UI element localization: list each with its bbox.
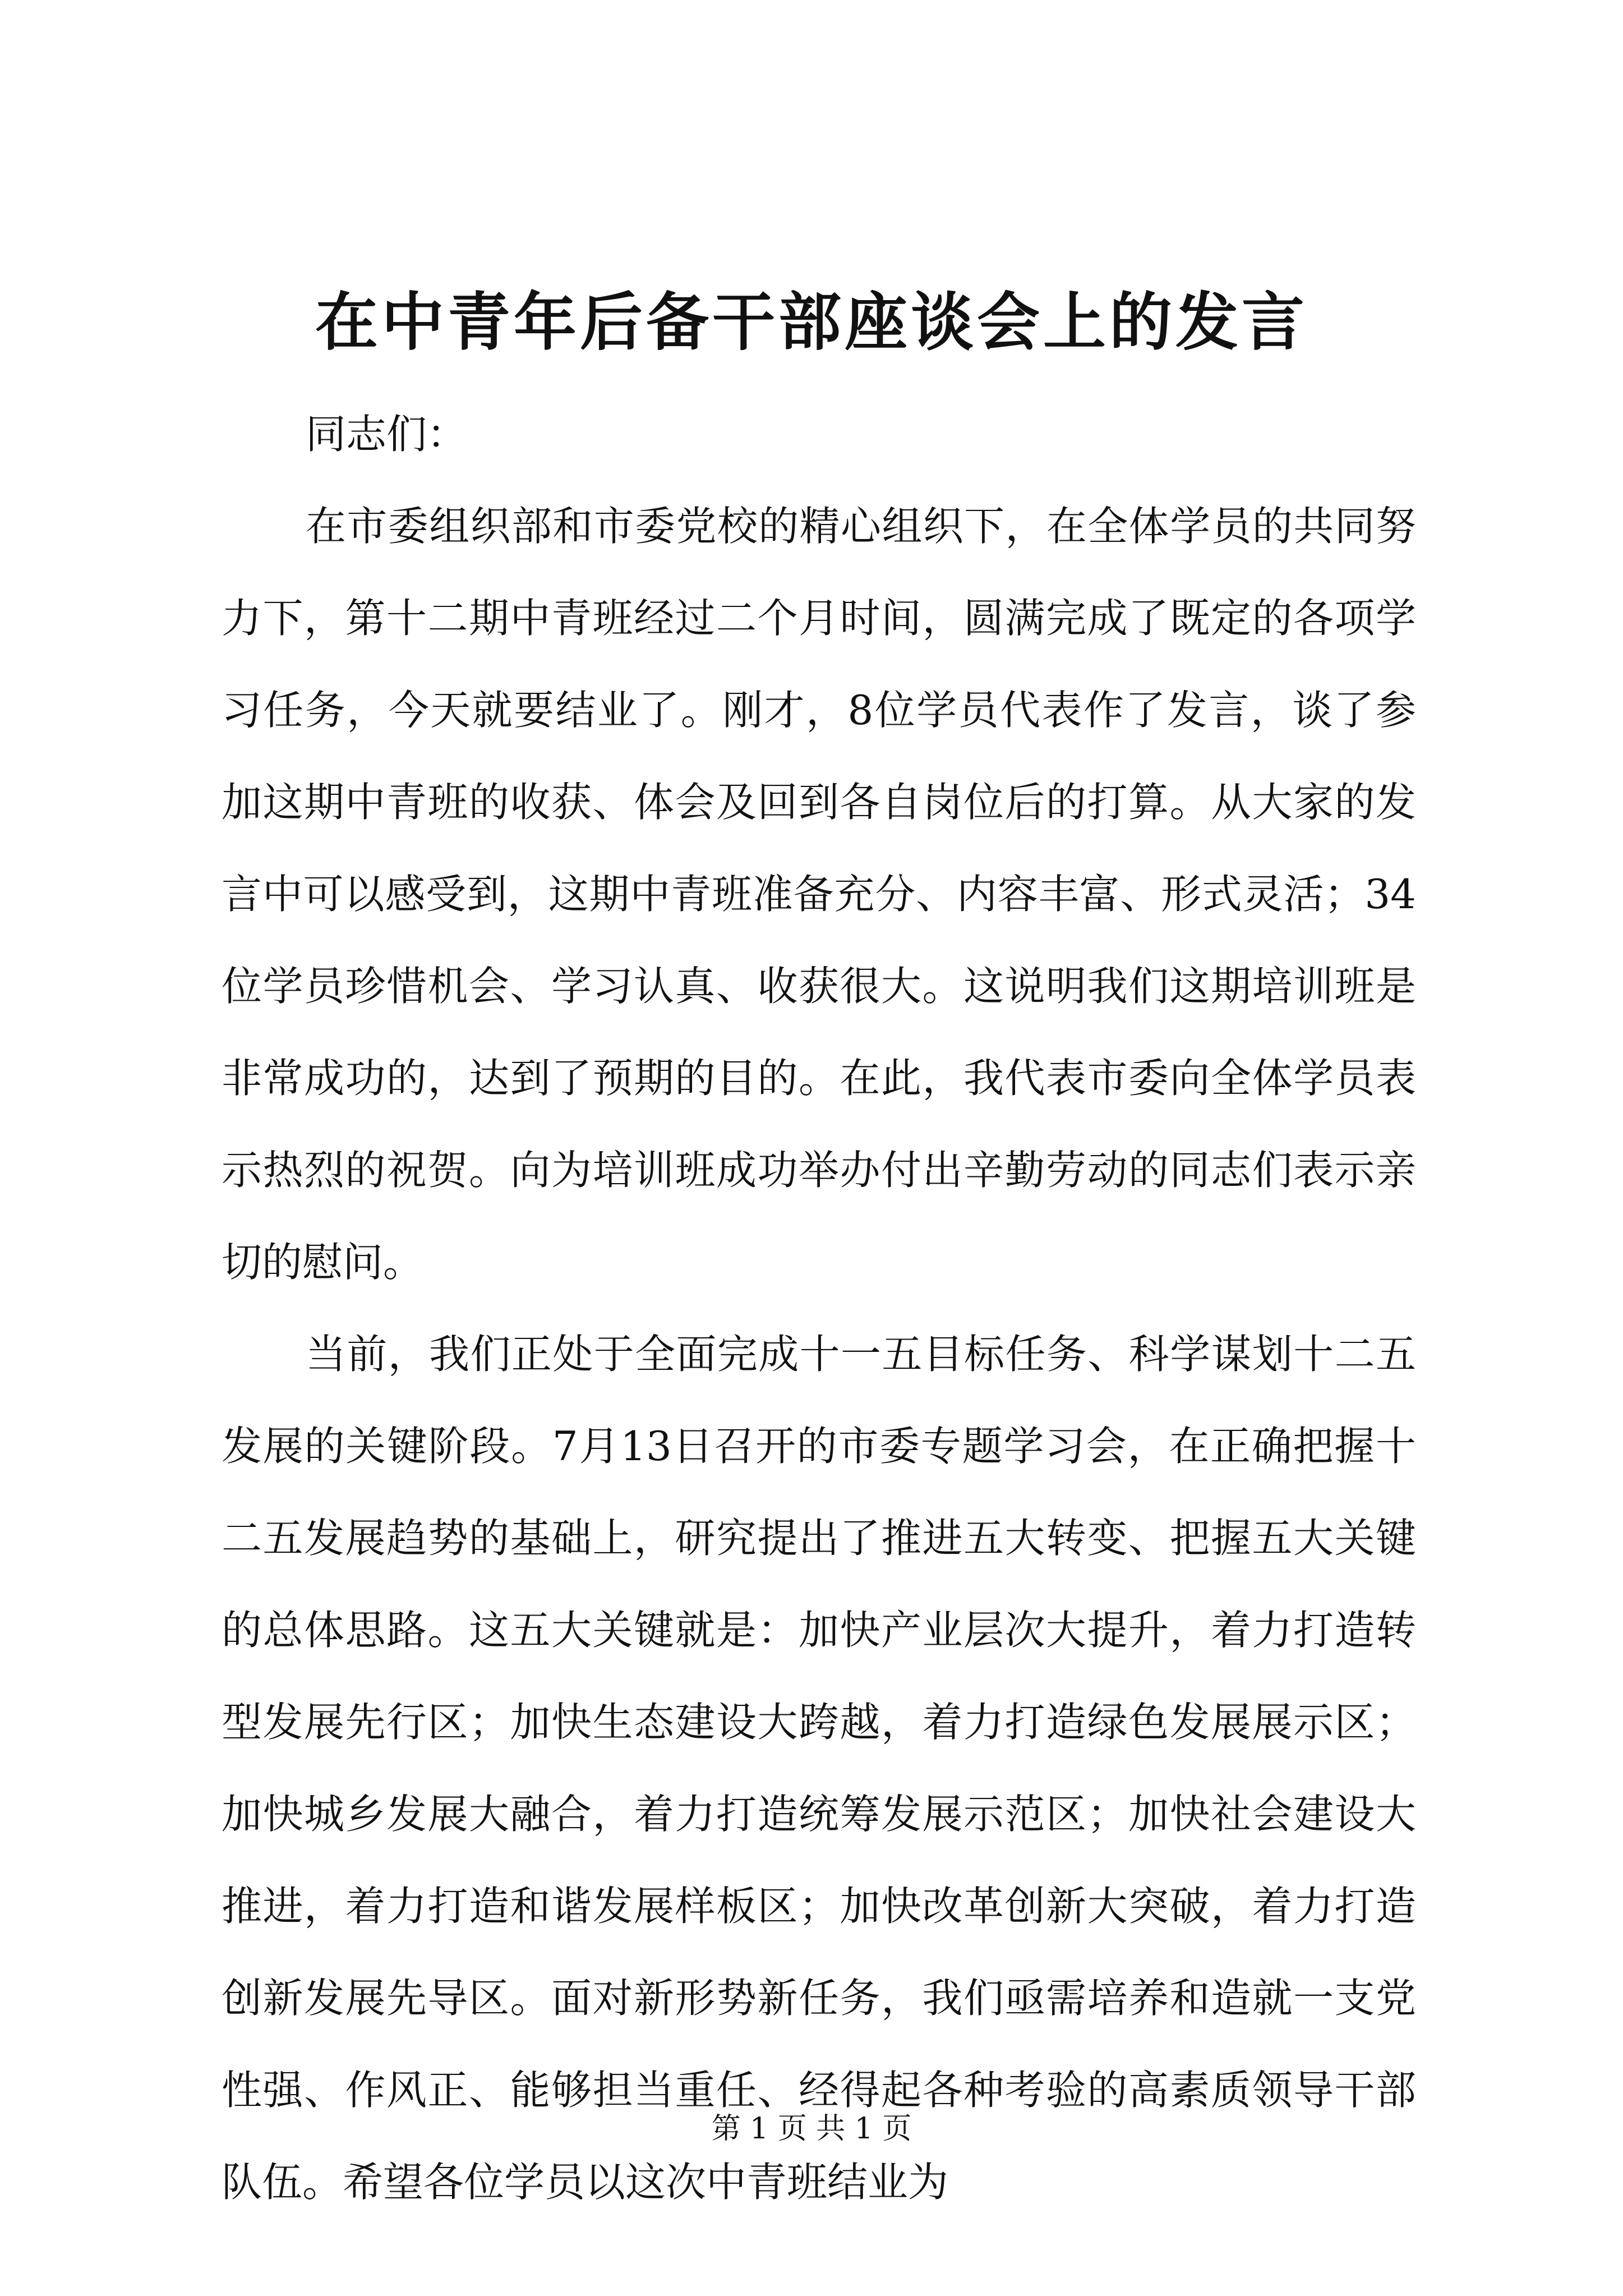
body-paragraph-1: 在市委组织部和市委党校的精心组织下，在全体学员的共同努力下，第十二期中青班经过二个月时间，圆满完成了既定的各项学习任务，今天就要结业了。刚才，8位学员代表作了发言，谈了参加这期中青班的收获、体会及回到各自岗位后的打算。从大家的发言中可以感受到，这期中青班准备充分、内容丰富、形式灵活；34位学员珍惜机会、学习认真、收获很大。这说明我们这期培训班是非常成功的，达到了预期的目的。在此，我代表市委向全体学员表示热烈的祝贺。向为培训班成功举办付出辛勤劳动的同志们表示亲切的慰问。 [222, 503, 1416, 1286]
page-number-footer: 第 1 页 共 1 页 [711, 2112, 912, 2146]
document-body [222, 388, 1416, 2228]
salutation: 同志们： [306, 411, 468, 458]
body-paragraph-2: 当前，我们正处于全面完成十一五目标任务、科学谋划十二五发展的关键阶段。7月13日召开的市委专题学习会，在正确把握十二五发展趋势的基础上，研究提出了推进五大转变、把握五大关键的总体思路。这五大关键就是：加快产业层次大提升，着力打造转型发展先行区；加快生态建设大跨越，着力打造绿色发展展示区；加快城乡发展大融合，着力打造统筹发展示范区；加快社会建设大推进，着力打造和谐发展样板区；加快改革创新大突破，着力打造创新发展先导区。面对新形势新任务，我们亟需培养和造就一支党性强、作风正、能够担当重任、经得起各种考验的高素质领导干部队伍。希望各位学员以这次中青班结业为 [222, 1331, 1416, 2206]
document-title: 在中青年后备干部座谈会上的发言 [315, 286, 1308, 359]
